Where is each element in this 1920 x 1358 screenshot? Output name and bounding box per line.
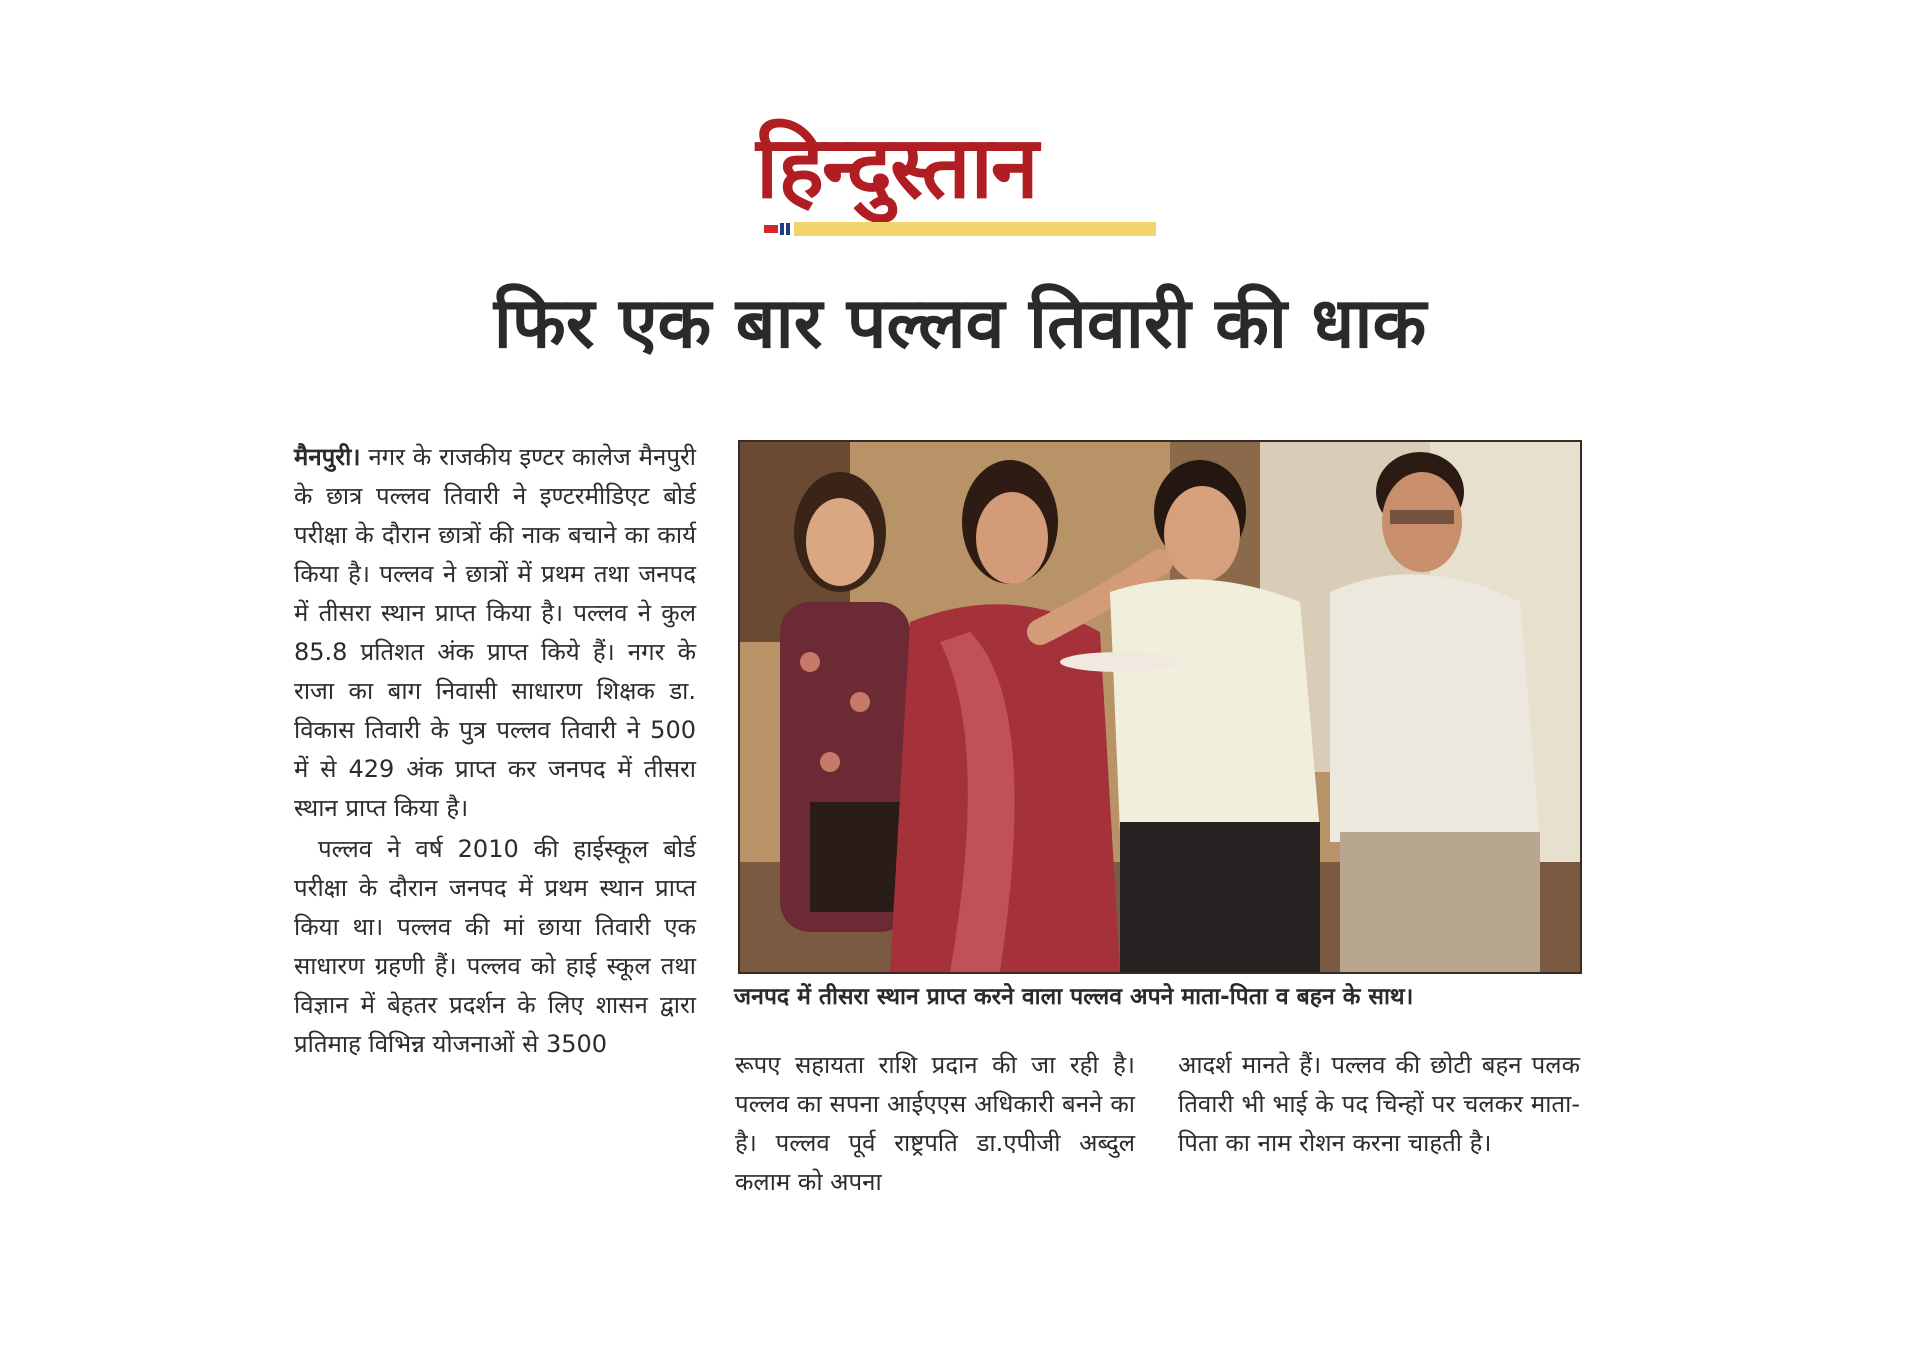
- article-paragraph-2: पल्लव ने वर्ष 2010 की हाईस्कूल बोर्ड परीक्षा के दौरान जनपद में प्रथम स्थान प्राप्त किया था। पल्लव की मां छाया तिवारी एक साधारण ग्रहणी हैं। पल्लव को हाई स्कूल तथा विज्ञान में बेहतर प्रदर्शन के लिए शासन द्वारा प्रतिमाह विभिन्न योजनाओं से 3500: [294, 835, 696, 1058]
- paragraph-1-text: नगर के राजकीय इण्टर कालेज मैनपुरी के छात्र पल्लव तिवारी ने इण्टरमीडिएट बोर्ड परीक्षा के दौरान छात्रों की नाक बचाने का कार्य किया है। पल्लव ने छात्रों में प्रथम तथा जनपद में तीसरा स्थान प्राप्त किया है। पल्लव ने कुल 85.8 प्रतिशत अंक प्राप्त किये हैं। नगर के राजा का बाग निवासी साधारण शिक्षक डा. विकास तिवारी के पुत्र पल्लव तिवारी ने 500 में से 429 अंक प्राप्त कर जनपद में तीसरा स्थान प्राप्त किया है।: [294, 443, 696, 822]
- family-photo: [738, 440, 1582, 974]
- masthead-yellow-band: [794, 222, 1156, 236]
- masthead-color-bar: [756, 222, 1156, 236]
- article-column-1: [294, 438, 696, 1064]
- article-dateline: मैनपुरी।: [294, 443, 361, 471]
- article-paragraph-1: [294, 438, 696, 828]
- newspaper-masthead: [756, 118, 1156, 243]
- photo-illustration: [740, 442, 1580, 972]
- article-column-2: रूपए सहायता राशि प्रदान की जा रही है। पल्लव का सपना आईएएस अधिकारी बनने का है। पल्लव पूर्व राष्ट्रपति डा.एपीजी अब्दुल कलाम को अपना: [735, 1051, 1135, 1196]
- article-column-3: आदर्श मानते हैं। पल्लव की छोटी बहन पलक तिवारी भी भाई के पद चिन्हों पर चलकर माता-पिता का नाम रोशन करना चाहती है।: [1178, 1051, 1580, 1157]
- masthead-blue-mark: [786, 223, 790, 235]
- masthead-logo-text: हिन्दुस्तान: [756, 118, 1037, 218]
- masthead-red-mark: [764, 225, 778, 233]
- photo-caption: जनपद में तीसरा स्थान प्राप्त करने वाला पल्लव अपने माता-पिता व बहन के साथ।: [734, 984, 1414, 1010]
- masthead-blue-mark: [780, 223, 784, 235]
- article-headline: फिर एक बार पल्लव तिवारी की धाक: [493, 282, 1427, 364]
